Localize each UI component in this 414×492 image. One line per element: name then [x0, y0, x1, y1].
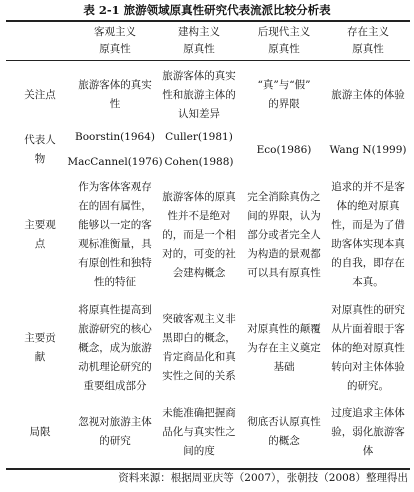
cell-postmodernism-representatives — [242, 128, 326, 172]
cell-line: 对原真性的颠覆 — [247, 322, 321, 335]
header-rule — [6, 60, 410, 61]
cell-line: “真”与“假” — [257, 79, 311, 91]
cell-constructivism-limitations — [156, 398, 242, 466]
cell-line: 可以具有原真性 — [247, 266, 321, 279]
cell-line: 客观主义 — [94, 26, 136, 38]
cell-line: 的概念 — [268, 435, 300, 447]
cell-line: 性和旅游主体的 — [162, 88, 236, 101]
cell-line: 将原真性提高到 — [78, 303, 152, 316]
cell-line: 关注点 — [24, 88, 56, 101]
row-label-representatives — [6, 128, 74, 172]
cell-line: 概念，成为旅游 — [78, 341, 152, 354]
cell-line: Culler(1981) — [165, 131, 233, 143]
cell-line: 肯定商品化和真 — [162, 351, 236, 363]
cell-line: 为存在主义奠定 — [247, 341, 321, 354]
cell-line: 作为客体客观存 — [78, 181, 152, 193]
cell-existentialism-focus — [326, 62, 410, 128]
cell-line: 间的界限，认为 — [247, 209, 321, 222]
cell-objectivism-limitations — [74, 398, 156, 466]
cell-line: 品化与真实性之 — [162, 425, 236, 438]
cell-line: 的，而是一个相 — [162, 228, 236, 241]
cell-line: 物 — [34, 153, 46, 165]
cell-line: 能够以一定的客 — [78, 219, 152, 231]
cell-line: Boorstin(1964) — [74, 131, 156, 143]
cell-line: 代表人 — [24, 134, 56, 146]
cell-line: 重要组成部分 — [83, 379, 147, 392]
cell-objectivism-main_views — [74, 172, 156, 298]
cell-line: 建构主义 — [178, 26, 220, 38]
cell-constructivism-representatives — [156, 128, 242, 172]
cell-line: 黑即白的概念， — [162, 332, 236, 344]
cell-line: 主要贡 — [24, 332, 56, 344]
cell-objectivism-representatives — [67, 128, 163, 172]
row-label-focus — [6, 62, 74, 128]
cell-line: 旅游客体的真实 — [162, 69, 236, 82]
cell-line: 原真性 — [99, 43, 131, 55]
cell-line: 会建构概念 — [172, 266, 226, 279]
cell-line: 存在主义 — [347, 26, 389, 38]
cell-line: 彻底否认原真性 — [247, 416, 321, 428]
row-label-main_views — [6, 172, 74, 298]
cell-line: 献 — [34, 351, 46, 363]
cell-line: 旅游研究的核心 — [78, 322, 152, 335]
header-objectivism — [74, 23, 156, 59]
cell-line: 对的，可变的社 — [162, 247, 236, 260]
cell-line: 从片面着眼于客 — [331, 322, 405, 335]
table-source-note: 资料来源：根据周亚庆等（2007），张朝技（2008）整理得出 — [118, 472, 408, 484]
cell-postmodernism-focus — [242, 62, 326, 128]
cell-line: 体 — [362, 444, 374, 457]
cell-existentialism-contributions — [326, 298, 410, 398]
cell-constructivism-main_views — [156, 172, 242, 298]
cell-line: 后现代主义 — [257, 26, 311, 38]
cell-postmodernism-limitations — [242, 398, 326, 466]
table-caption: 表 2-1 旅游领域原真性研究代表流派比较分析表 — [83, 3, 331, 17]
cell-line: 验，弱化旅游客 — [331, 425, 405, 438]
cell-line: 性，而是为了借 — [331, 219, 405, 231]
cell-line: Wang N(1999) — [329, 143, 407, 156]
cell-line: 原真性 — [352, 43, 384, 55]
cell-line: 点 — [34, 238, 46, 250]
cell-line: 性 — [109, 98, 121, 110]
cell-line: 体的绝对原真 — [336, 200, 400, 212]
cell-line: 基础 — [273, 360, 295, 373]
cell-line: 的自我，即存在 — [331, 257, 405, 269]
cell-line: 过度追求主体体 — [331, 406, 405, 419]
cell-line: 助客体实现本真 — [331, 238, 405, 250]
cell-line: 有原创性和独特 — [78, 257, 152, 269]
cell-line: 部分或者完全人 — [247, 228, 321, 241]
cell-line: 局限 — [29, 425, 51, 438]
cell-line: 观标准衡量，具 — [78, 238, 152, 250]
cell-line: Cohen(1988) — [164, 156, 234, 168]
cell-line: 忽视对旅游主体 — [78, 416, 152, 428]
cell-line: 完全消除真伪之 — [247, 190, 321, 203]
cell-line: 对原真性的研究 — [331, 303, 405, 316]
cell-line: 动机理论研究的 — [78, 360, 152, 373]
cell-existentialism-main_views — [326, 172, 410, 298]
cell-line: 间的度 — [183, 444, 215, 457]
cell-line: 的研究。 — [347, 379, 389, 392]
cell-postmodernism-contributions — [242, 298, 326, 398]
cell-existentialism-representatives — [326, 128, 410, 172]
cell-objectivism-contributions — [74, 298, 156, 398]
cell-objectivism-focus — [74, 62, 156, 128]
row-label-contributions — [6, 298, 74, 398]
cell-line: 主要观 — [24, 219, 56, 231]
cell-line: 为构造的景观都 — [247, 247, 321, 260]
cell-line: 突破客观主义非 — [162, 313, 236, 325]
cell-line: 原真性 — [268, 43, 300, 55]
cell-line: 原真性 — [183, 43, 215, 55]
cell-line: 性并不是绝对 — [167, 209, 231, 222]
cell-postmodernism-main_views — [242, 172, 326, 298]
header-existentialism — [326, 23, 410, 59]
header-constructivism — [156, 23, 242, 59]
cell-line: 旅游客体的真实 — [78, 79, 152, 91]
cell-line: 未能准确把握商 — [162, 406, 236, 419]
cell-line: 追求的并不是客 — [331, 181, 405, 193]
cell-constructivism-contributions — [156, 298, 242, 398]
row-label-limitations — [6, 398, 74, 466]
cell-line: 旅游主体的体验 — [331, 88, 405, 101]
cell-line: 认知差异 — [178, 107, 220, 120]
cell-line: 转向对主体体验 — [331, 360, 405, 373]
cell-line: 体的绝对原真性 — [331, 341, 405, 354]
cell-line: Eco(1986) — [256, 143, 312, 156]
cell-line: 实性之间的关系 — [162, 370, 236, 382]
cell-line: 在的固有属性， — [78, 200, 152, 212]
cell-line: 的界限 — [268, 98, 300, 110]
header-postmodernism — [242, 23, 326, 59]
cell-existentialism-limitations — [326, 398, 410, 466]
top-rule — [6, 20, 410, 22]
cell-line: 的研究 — [99, 435, 131, 447]
cell-line: 本真。 — [352, 276, 384, 288]
cell-constructivism-focus — [156, 62, 242, 128]
cell-line: MacCannel(1976) — [67, 156, 163, 168]
cell-line: 旅游客体的原真 — [162, 190, 236, 203]
cell-line: 性的特征 — [94, 276, 136, 288]
